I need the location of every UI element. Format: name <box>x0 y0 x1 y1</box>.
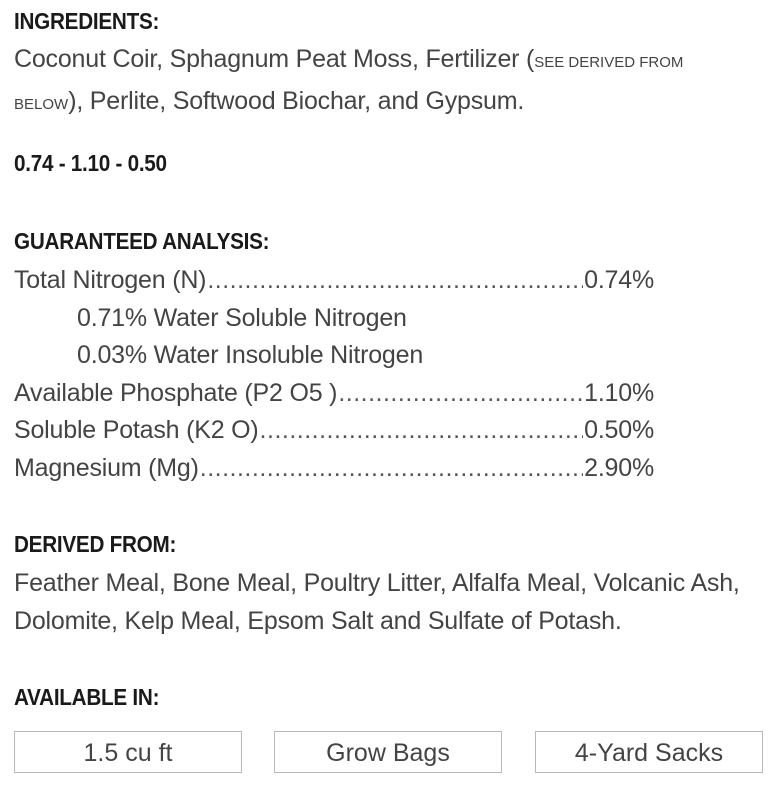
analysis-label: Magnesium (Mg) <box>14 453 199 482</box>
analysis-label: Total Nitrogen (N) <box>14 266 207 294</box>
analysis-label: Soluble Potash (K2 O) <box>14 416 259 444</box>
analysis-row-water-soluble-nitrogen <box>14 300 654 338</box>
leader-dots <box>200 450 583 488</box>
analysis-row-water-insoluble-nitrogen <box>14 337 654 375</box>
analysis-value: 0.50% <box>584 416 654 444</box>
analysis-value: 0.74% <box>584 266 654 294</box>
available-in-heading: AVAILABLE IN: <box>14 684 160 710</box>
analysis-label: 0.71% Water Soluble Nitrogen <box>77 303 407 332</box>
size-options <box>14 731 766 775</box>
analysis-label: Available Phosphate (P2 O5 ) <box>14 378 338 407</box>
leader-dots <box>338 375 583 413</box>
analysis-label: 0.03% Water Insoluble Nitrogen <box>77 341 424 369</box>
leader-dots <box>260 412 584 450</box>
ingredients-note: SEE DERIVED FROM BELOW <box>14 54 684 113</box>
analysis-value: 1.10% <box>584 378 654 407</box>
derived-from-text: Feather Meal, Bone Meal, Poultry Litter, Alfalfa Meal, Volcanic Ash, Dolomite, Kelp Meal, Epsom Salt and Sulfate of Potash. <box>14 569 740 635</box>
guaranteed-analysis-table <box>14 262 654 487</box>
analysis-row-soluble-potash <box>14 412 654 450</box>
size-option-grow-bags-button[interactable]: Grow Bags <box>274 731 502 773</box>
size-option-1-5-cu-ft-button[interactable]: 1.5 cu ft <box>14 731 242 773</box>
derived-from-heading: DERIVED FROM: <box>14 531 177 557</box>
analysis-row-magnesium <box>14 450 654 488</box>
ingredients-heading: INGREDIENTS: <box>14 8 160 34</box>
ingredients-text <box>14 40 714 124</box>
guaranteed-analysis-heading: GUARANTEED ANALYSIS: <box>14 228 270 254</box>
ingredients-text-part1: Coconut Coir, Sphagnum Peat Moss, Fertilizer ( <box>14 45 535 73</box>
analysis-value: 2.90% <box>584 453 654 482</box>
size-option-4-yard-sacks-button[interactable]: 4-Yard Sacks <box>535 731 763 773</box>
analysis-row-total-nitrogen <box>14 262 654 300</box>
ingredients-text-part2: ), Perlite, Softwood Biochar, and Gypsum. <box>68 87 525 115</box>
analysis-row-available-phosphate <box>14 375 654 413</box>
npk-ratio: 0.74 - 1.10 - 0.50 <box>14 150 167 176</box>
leader-dots <box>207 262 583 300</box>
